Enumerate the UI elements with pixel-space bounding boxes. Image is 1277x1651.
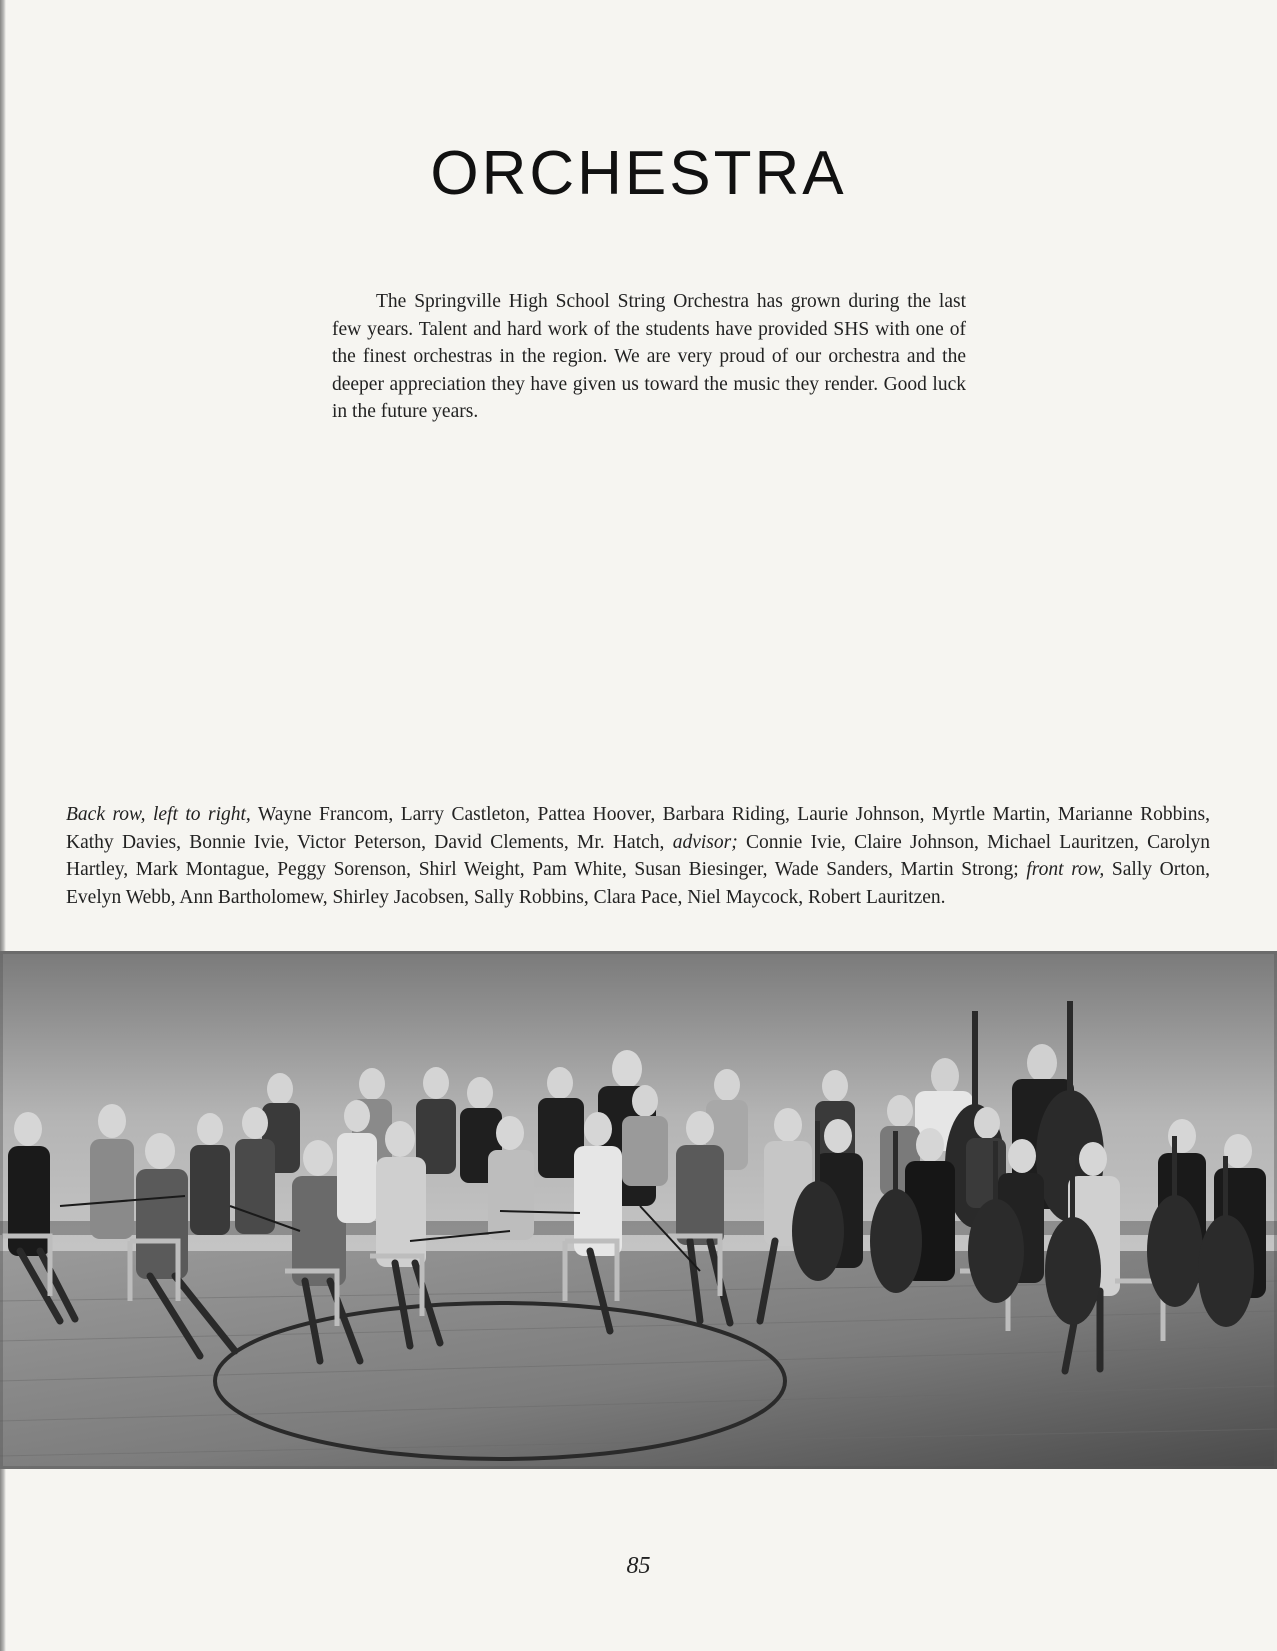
caption-back-row-label: Back row, left to right, <box>66 804 251 825</box>
caption-names-back-row-cont: Connie Ivie, Claire Johnson, Michael Lauritzen, Carolyn Hartley, Mark Montague, Peggy Sorenson, Shirl Weight, Pam White, Susan Biesinger, Wade Sanders, Martin Strong; <box>66 831 1211 881</box>
orchestra-photo <box>0 951 1277 1469</box>
intro-paragraph: The Springville High School String Orchestra has grown during the last few years. Talent and hard work of the students have provided SHS with one of the finest orchestras in the region. We are very proud of our orchestra and the deeper appreciation they have given us toward the music they render. Good luck in the future years. <box>332 291 966 422</box>
page-title: ORCHESTRA <box>430 139 847 208</box>
orchestra-photo-illustration <box>0 951 1277 1469</box>
caption-names-front-row: Sally Orton, Evelyn Webb, Ann Bartholomew, Shirley Jacobsen, Sally Robbins, Clara Pace, Niel Maycock, Robert Lauritzen. <box>66 859 1210 908</box>
page-number: 85 <box>626 1553 651 1579</box>
photo-caption <box>66 801 1210 911</box>
caption-names-back-row: Wayne Francom, Larry Castleton, Pattea Hoover, Barbara Riding, Laurie Johnson, Myrtle Martin, Marianne Robbins, Kathy Davies, Bonnie Ivie, Victor Peterson, David Clements, Mr. Hatch, <box>66 804 1210 853</box>
caption-front-row-label: front row, <box>1018 859 1105 881</box>
caption-advisor-label: advisor; <box>664 831 738 853</box>
